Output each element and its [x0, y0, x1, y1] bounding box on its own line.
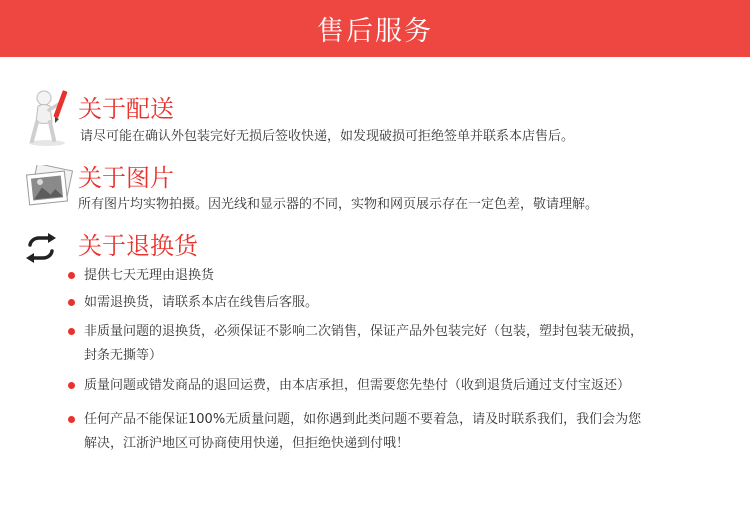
section-title-returns: 关于退换货	[78, 232, 198, 260]
section-title-delivery: 关于配送	[78, 95, 174, 123]
list-item: 提供七天无理由退换货	[68, 264, 214, 288]
list-item: 非质量问题的退换货，必须保证不影响二次销售，保证产品外包装完好（包装，塑封包装无破损， 封条无撕等）	[68, 320, 643, 368]
delivery-text: 请尽可能在确认外包装完好无损后签收快递，如发现破损可拒绝签单并联系本店售后。	[80, 129, 575, 144]
bullet-dot	[68, 328, 75, 335]
bullet-dot	[68, 382, 75, 389]
list-item: 如需退换货，请联系本店在线售后客服。	[68, 291, 318, 315]
exchange-arrows-icon	[24, 233, 58, 263]
bullet-dot	[68, 299, 75, 306]
bullet-dot	[68, 416, 75, 423]
header-banner	[0, 0, 750, 57]
list-item: 任何产品不能保证100%无质量问题，如你遇到此类问题不要着急，请及时联系我们，我们会为您 解决，江浙沪地区可协商使用快递，但拒绝快递到付哦！	[68, 408, 641, 456]
list-item: 质量问题或错发商品的退回运费，由本店承担，但需要您先垫付（收到退货后通过支付宝返还）	[68, 374, 630, 398]
photo-stack-icon	[20, 165, 76, 211]
figure-with-pencil-icon	[22, 88, 72, 148]
photos-text: 所有图片均实物拍摄。因光线和显示器的不同，实物和网页展示存在一定色差，敬请理解。	[78, 197, 599, 212]
page-title: 售后服务	[317, 16, 433, 47]
section-title-photos: 关于图片	[78, 164, 174, 192]
bullet-dot	[68, 272, 75, 279]
